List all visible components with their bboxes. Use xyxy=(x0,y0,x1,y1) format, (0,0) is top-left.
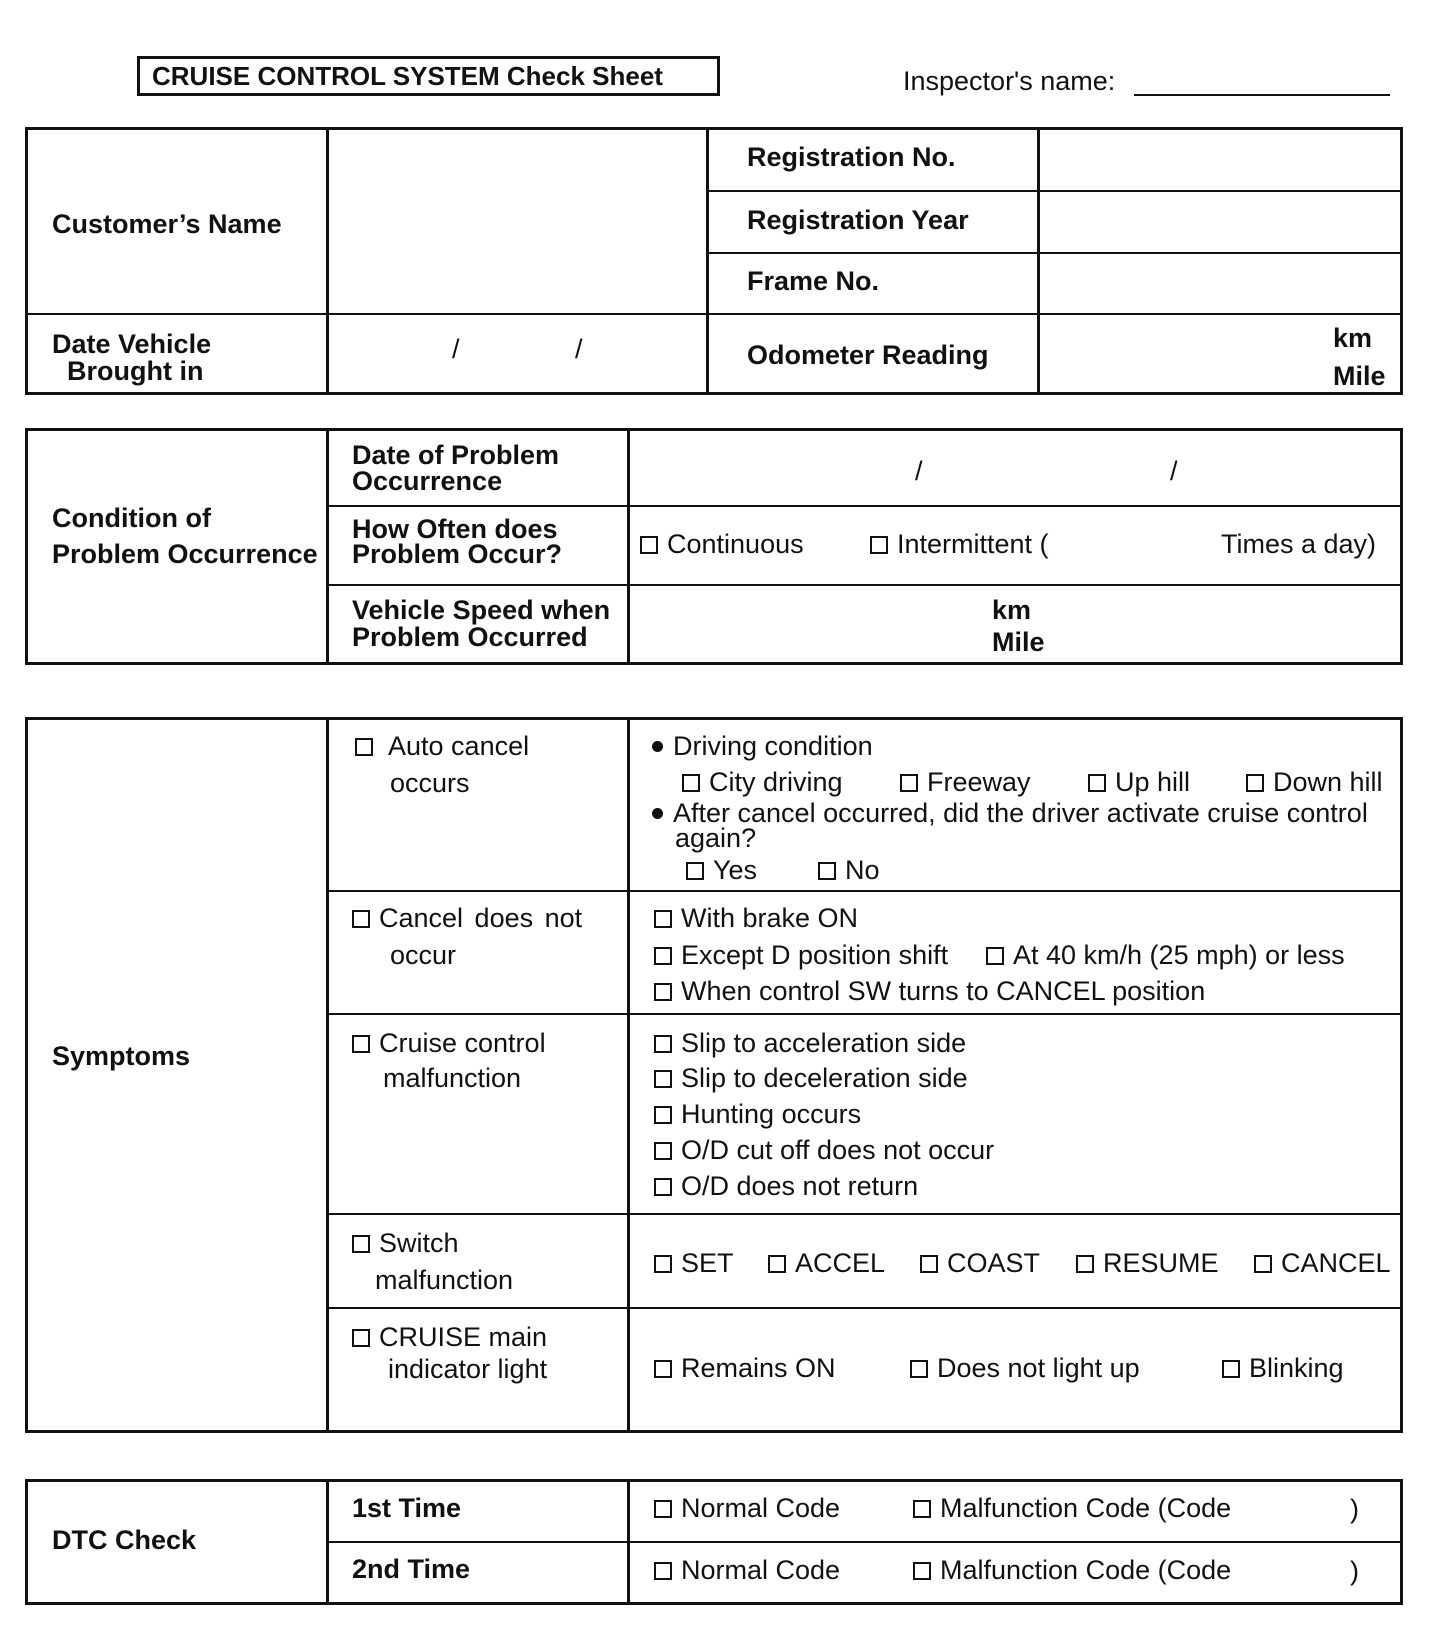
cancel-not-occur-option[interactable]: Cancel does not xyxy=(352,903,582,933)
registration-year-field[interactable] xyxy=(1041,194,1397,250)
blinking-option[interactable]: Blinking xyxy=(1222,1353,1344,1383)
odometer-unit-mile: Mile xyxy=(1333,361,1386,391)
up-hill-option[interactable]: Up hill xyxy=(1088,767,1190,797)
date-separator: / xyxy=(1170,456,1178,486)
date-separator: / xyxy=(452,334,460,364)
checkbox[interactable] xyxy=(986,947,1004,965)
date-brought-in-label-line2: Brought in xyxy=(67,356,204,386)
condition-header-line1: Condition of xyxy=(52,503,211,533)
bullet-icon xyxy=(652,741,663,752)
condition-header-line2: Problem Occurrence xyxy=(52,539,318,569)
checkbox[interactable] xyxy=(768,1255,786,1273)
od-cut-off-option[interactable]: O/D cut off does not occur xyxy=(654,1135,994,1165)
no-option[interactable]: No xyxy=(818,855,880,885)
cruise-indicator-label-line2: indicator light xyxy=(388,1354,548,1384)
customers-name-label: Customer’s Name xyxy=(52,209,282,239)
reactivate-question-line1: After cancel occurred, did the driver activate cruise control xyxy=(652,798,1368,828)
inspector-name-field[interactable] xyxy=(1134,94,1390,96)
does-not-light-up-option[interactable]: Does not light up xyxy=(910,1353,1140,1383)
continuous-option[interactable]: Continuous xyxy=(640,529,804,559)
first-time-label: 1st Time xyxy=(352,1493,462,1523)
odometer-field[interactable] xyxy=(1041,317,1321,391)
except-d-shift-option[interactable]: Except D position shift xyxy=(654,940,948,970)
checkbox[interactable] xyxy=(654,947,672,965)
checkbox[interactable] xyxy=(352,1035,370,1053)
second-malfunction-code-option[interactable]: Malfunction Code (Code xyxy=(913,1555,1231,1585)
cruise-control-malfunction-label-line2: malfunction xyxy=(383,1063,522,1093)
registration-no-label: Registration No. xyxy=(747,142,956,172)
how-often-label-line2: Problem Occur? xyxy=(352,539,563,569)
date-brought-in-field[interactable] xyxy=(330,317,702,391)
date-separator: / xyxy=(915,456,923,486)
auto-cancel-label-line2: occurs xyxy=(390,768,470,798)
with-brake-on-option[interactable]: With brake ON xyxy=(654,903,858,933)
checkbox[interactable] xyxy=(686,862,704,880)
odometer-label: Odometer Reading xyxy=(747,340,989,370)
vehicle-speed-field[interactable] xyxy=(632,588,972,660)
accel-switch-option[interactable]: ACCEL xyxy=(768,1248,885,1278)
checkbox[interactable] xyxy=(913,1562,931,1580)
checkbox[interactable] xyxy=(352,1329,370,1347)
check-sheet-title: CRUISE CONTROL SYSTEM Check Sheet xyxy=(137,56,720,96)
od-not-return-option[interactable]: O/D does not return xyxy=(654,1171,918,1201)
checkbox[interactable] xyxy=(654,983,672,1001)
bullet-icon xyxy=(652,808,663,819)
coast-switch-option[interactable]: COAST xyxy=(920,1248,1040,1278)
checkbox[interactable] xyxy=(900,774,918,792)
cancel-not-occur-label-line2: occur xyxy=(390,940,457,970)
vehicle-speed-label-line1: Vehicle Speed when xyxy=(352,595,611,625)
checkbox[interactable] xyxy=(654,1360,672,1378)
remains-on-option[interactable]: Remains ON xyxy=(654,1353,836,1383)
checkbox[interactable] xyxy=(1254,1255,1272,1273)
times-a-day-label: Times a day) xyxy=(1221,529,1377,559)
checkbox[interactable] xyxy=(654,1178,672,1196)
checkbox[interactable] xyxy=(352,1235,370,1253)
checkbox[interactable] xyxy=(910,1360,928,1378)
registration-year-label: Registration Year xyxy=(747,205,969,235)
intermittent-option[interactable]: Intermittent ( xyxy=(870,529,1049,559)
switch-malfunction-option[interactable]: Switch xyxy=(352,1228,459,1258)
hunting-occurs-option[interactable]: Hunting occurs xyxy=(654,1099,861,1129)
second-time-label: 2nd Time xyxy=(352,1554,471,1584)
date-of-problem-field[interactable] xyxy=(632,432,1397,502)
first-normal-code-option[interactable]: Normal Code xyxy=(654,1493,840,1523)
checkbox[interactable] xyxy=(654,1562,672,1580)
resume-switch-option[interactable]: RESUME xyxy=(1076,1248,1219,1278)
registration-no-field[interactable] xyxy=(1041,131,1397,188)
first-malfunction-code-option[interactable]: Malfunction Code (Code xyxy=(913,1493,1231,1523)
yes-option[interactable]: Yes xyxy=(686,855,757,885)
checkbox[interactable] xyxy=(1076,1255,1094,1273)
slip-acceleration-option[interactable]: Slip to acceleration side xyxy=(654,1028,966,1058)
cancel-switch-option[interactable]: CANCEL xyxy=(1254,1248,1391,1278)
checkbox[interactable] xyxy=(654,1070,672,1088)
dtc-check-header: DTC Check xyxy=(52,1525,197,1555)
checkbox[interactable] xyxy=(913,1500,931,1518)
checkbox[interactable] xyxy=(870,536,888,554)
checkbox[interactable] xyxy=(355,738,373,756)
cruise-indicator-option[interactable]: CRUISE main xyxy=(352,1322,547,1352)
checkbox[interactable] xyxy=(654,910,672,928)
set-switch-option[interactable]: SET xyxy=(654,1248,734,1278)
speed-unit-km: km xyxy=(992,595,1032,625)
customers-name-field[interactable] xyxy=(330,131,702,311)
reactivate-question-line2: again? xyxy=(675,823,757,853)
checkbox[interactable] xyxy=(654,1255,672,1273)
second-normal-code-option[interactable]: Normal Code xyxy=(654,1555,840,1585)
checkbox[interactable] xyxy=(640,536,658,554)
down-hill-option[interactable]: Down hill xyxy=(1246,767,1383,797)
checkbox[interactable] xyxy=(654,1106,672,1124)
checkbox[interactable] xyxy=(654,1500,672,1518)
auto-cancel-option[interactable]: Auto cancel xyxy=(355,731,529,761)
odometer-unit-km: km xyxy=(1333,323,1373,353)
inspector-name-label: Inspector's name: xyxy=(903,66,1116,96)
date-of-problem-label-line1: Date of Problem xyxy=(352,440,560,470)
switch-malfunction-label-line2: malfunction xyxy=(375,1265,514,1295)
checkbox[interactable] xyxy=(654,1142,672,1160)
checkbox[interactable] xyxy=(654,1035,672,1053)
close-paren: ) xyxy=(1350,1556,1359,1586)
checkbox[interactable] xyxy=(1246,774,1264,792)
checkbox[interactable] xyxy=(352,910,370,928)
freeway-option[interactable]: Freeway xyxy=(900,767,1031,797)
frame-no-label: Frame No. xyxy=(747,266,880,296)
vehicle-speed-label-line2: Problem Occurred xyxy=(352,622,588,652)
checkbox[interactable] xyxy=(920,1255,938,1273)
cruise-control-malfunction-option[interactable]: Cruise control xyxy=(352,1028,546,1058)
checkbox[interactable] xyxy=(682,774,700,792)
frame-no-field[interactable] xyxy=(1041,256,1397,311)
close-paren: ) xyxy=(1350,1494,1359,1524)
driving-condition-label: Driving condition xyxy=(652,731,873,761)
how-often-label-line1: How Often does xyxy=(352,514,558,544)
checkbox[interactable] xyxy=(818,862,836,880)
checkbox[interactable] xyxy=(1088,774,1106,792)
at-40-kmh-option[interactable]: At 40 km/h (25 mph) or less xyxy=(986,940,1345,970)
date-of-problem-label-line2: Occurrence xyxy=(352,466,503,496)
symptoms-header: Symptoms xyxy=(52,1041,191,1071)
city-driving-option[interactable]: City driving xyxy=(682,767,843,797)
checkbox[interactable] xyxy=(1222,1360,1240,1378)
date-brought-in-label-line1: Date Vehicle xyxy=(52,329,212,359)
date-separator: / xyxy=(575,334,583,364)
slip-deceleration-option[interactable]: Slip to deceleration side xyxy=(654,1063,968,1093)
control-sw-cancel-option[interactable]: When control SW turns to CANCEL position xyxy=(654,976,1205,1006)
speed-unit-mile: Mile xyxy=(992,627,1045,657)
